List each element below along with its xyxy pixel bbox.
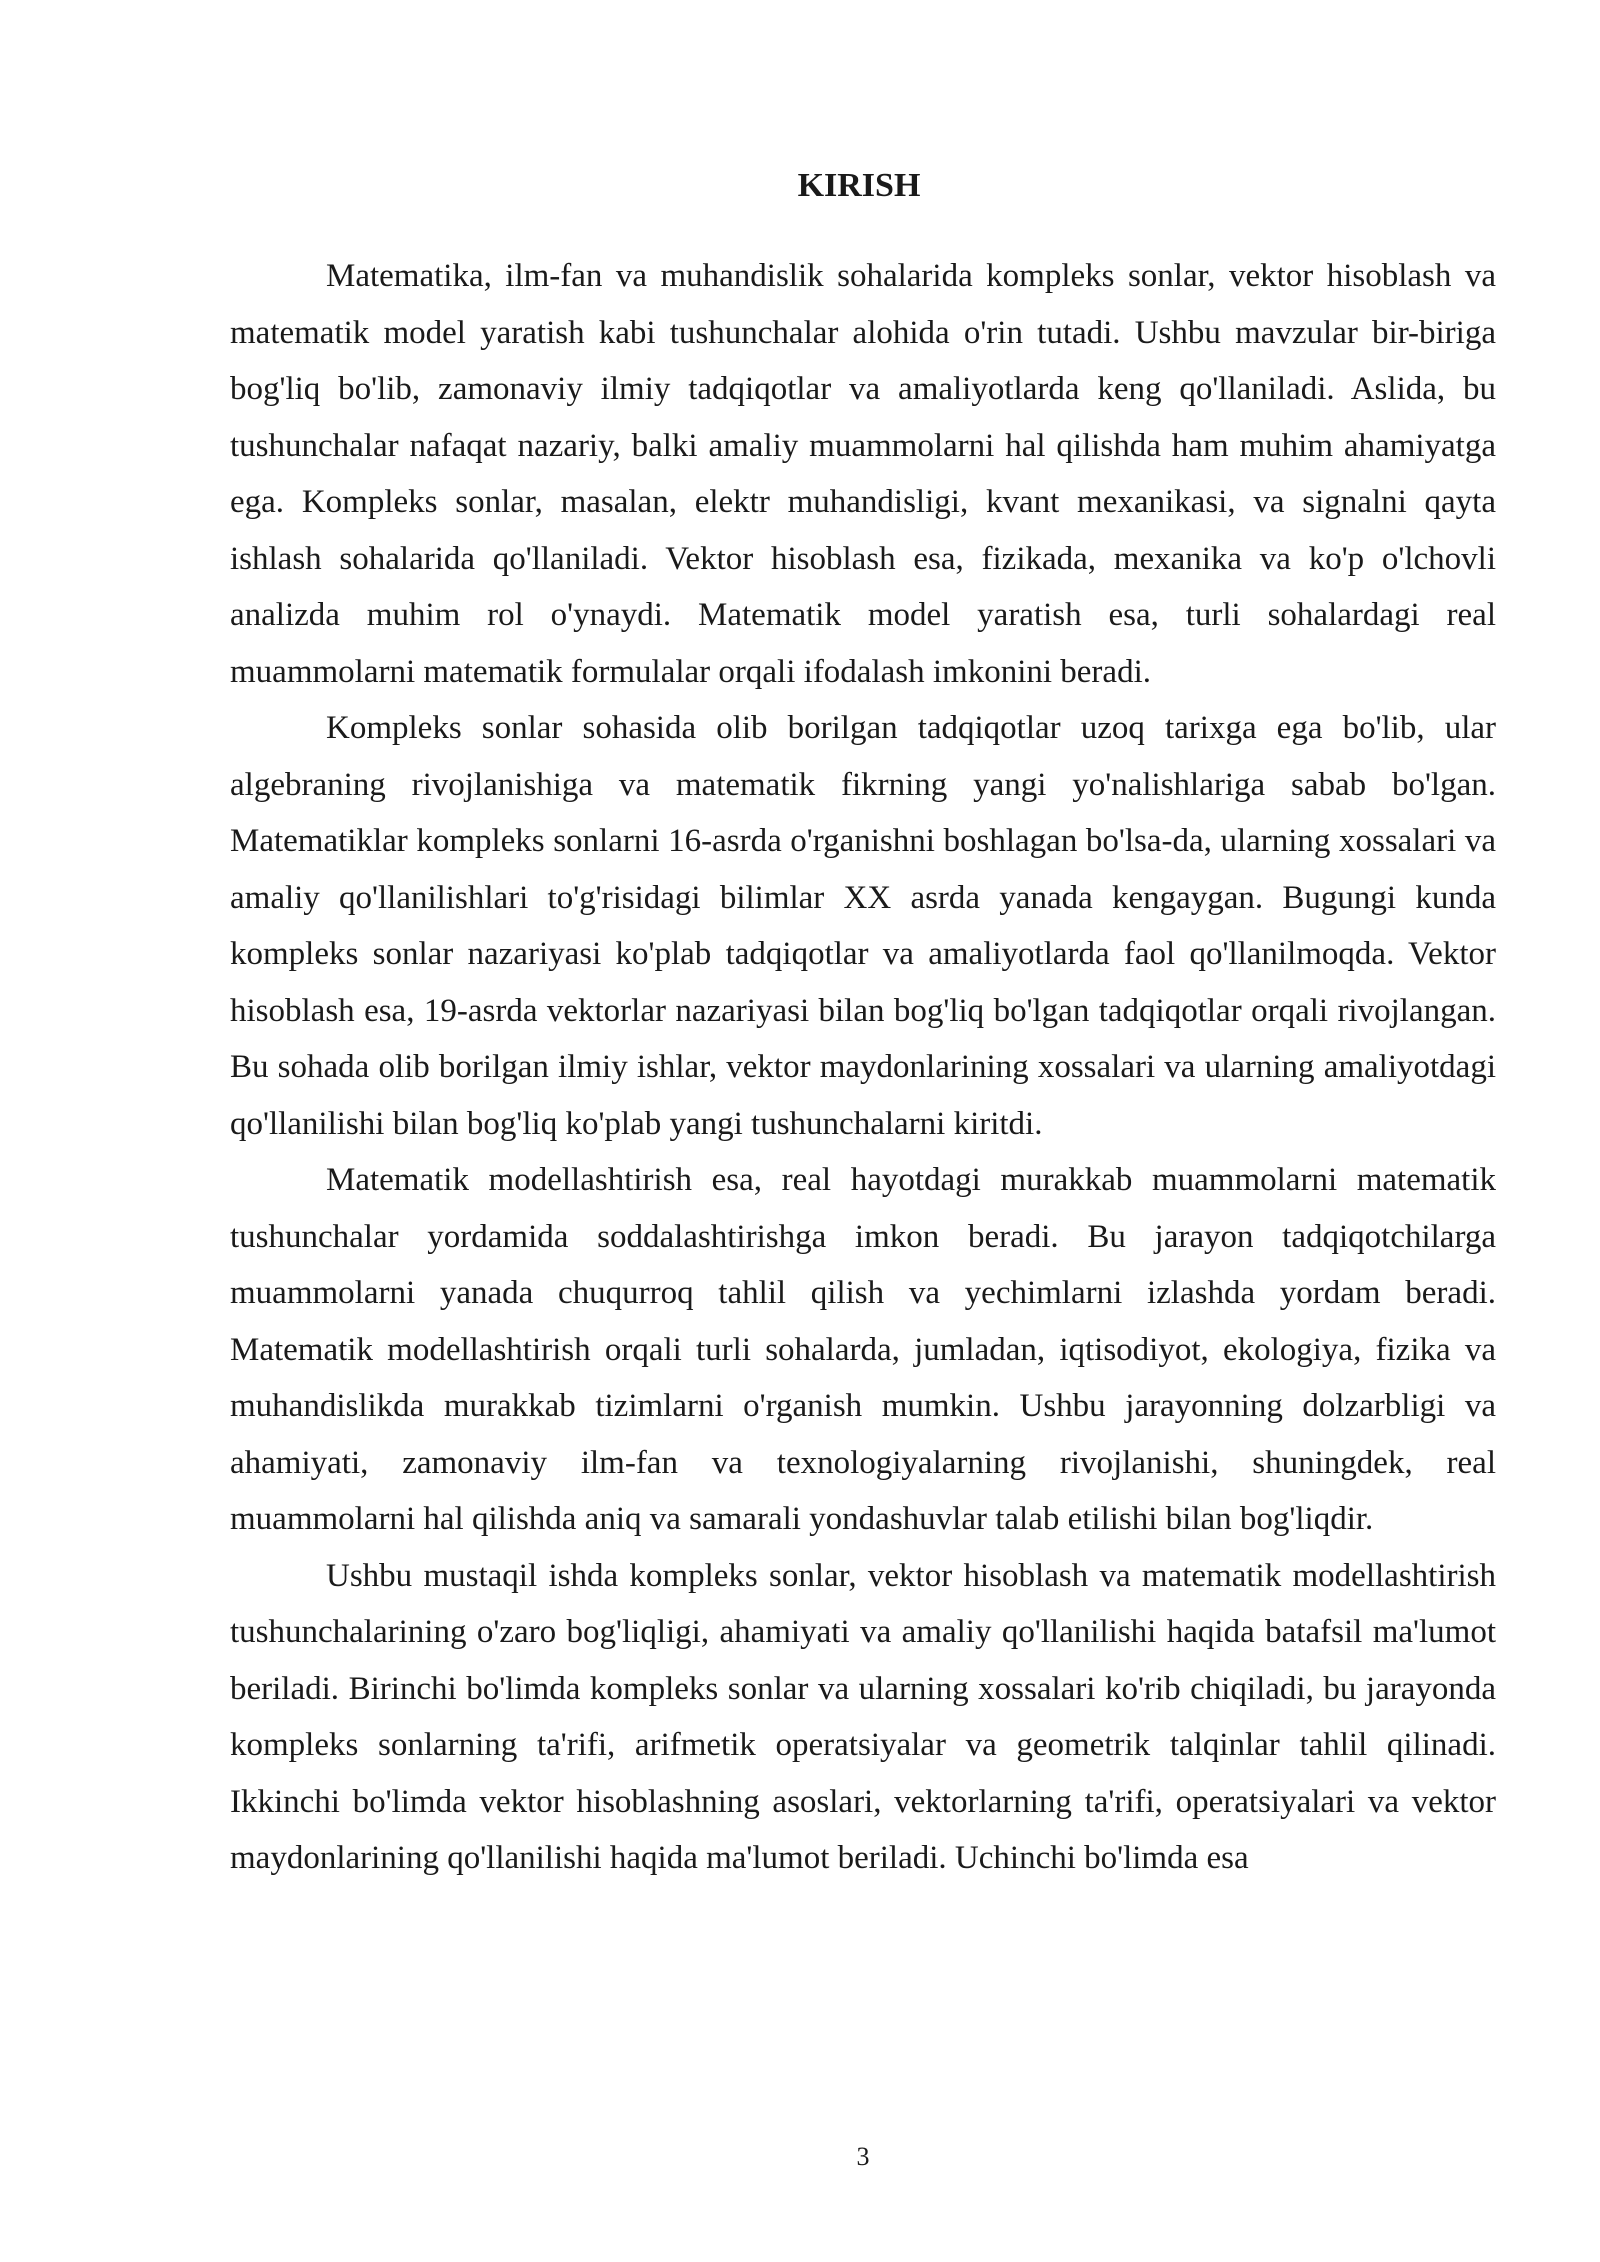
paragraph: Matematika, ilm-fan va muhandislik sohalarida kompleks sonlar, vektor hisoblash va matematik model yaratish kabi tushunchalar alohida o'rin tutadi. Ushbu mavzular bir-biriga bog'liq bo'lib, zamonaviy ilmiy tadqiqotlar va amaliyotlarda keng qo'llaniladi. Aslida, bu tushunchalar nafaqat nazariy, balki amaliy muammolarni hal qilishda ham muhim ahamiyatga ega. Kompleks sonlar, masalan, elektr muhandisligi, kvant mexanikasi, va signalni qayta ishlash sohalarida qo'llaniladi. Vektor hisoblash esa, fizikada, mexanika va ko'p o'lchovli analizda muhim rol o'ynaydi. Matematik model yaratish esa, turli sohalardagi real muammolarni matematik formulalar orqali ifodalash imkonini beradi. — [230, 258, 1496, 690]
page-number: 3 — [856, 2142, 870, 2171]
section-title: KIRISH — [797, 167, 921, 204]
body-text — [230, 248, 1496, 1887]
paragraph: Kompleks sonlar sohasida olib borilgan tadqiqotlar uzoq tarixga ega bo'lib, ular algebraning rivojlanishiga va matematik fikrning yangi yo'nalishlariga sabab bo'lgan. Matematiklar kompleks sonlarni 16-asrda o'rganishni boshlagan bo'lsa-da, ularning xossalari va amaliy qo'llanilishlari to'g'risidagi bilimlar XX asrda yanada kengaygan. Bugungi kunda kompleks sonlar nazariyasi ko'plab tadqiqotlar va amaliyotlarda faol qo'llanilmoqda. Vektor hisoblash esa, 19-asrda vektorlar nazariyasi bilan bog'liq bo'lgan tadqiqotlar orqali rivojlangan. Bu sohada olib borilgan ilmiy ishlar, vektor maydonlarining xossalari va ularning amaliyotdagi qo'llanilishi bilan bog'liq ko'plab yangi tushunchalarni kiritdi. — [230, 710, 1496, 1142]
paragraph: Matematik modellashtirish esa, real hayotdagi murakkab muammolarni matematik tushunchalar yordamida soddalashtirishga imkon beradi. Bu jarayon tadqiqotchilarga muammolarni yanada chuqurroq tahlil qilish va yechimlarni izlashda yordam beradi. Matematik modellashtirish orqali turli sohalarda, jumladan, iqtisodiyot, ekologiya, fizika va muhandislikda murakkab tizimlarni o'rganish mumkin. Ushbu jarayonning dolzarbligi va ahamiyati, zamonaviy ilm-fan va texnologiyalarning rivojlanishi, shuningdek, real muammolarni hal qilishda aniq va samarali yondashuvlar talab etilishi bilan bog'liqdir. — [230, 1162, 1496, 1537]
paragraph: Ushbu mustaqil ishda kompleks sonlar, vektor hisoblash va matematik modellashtirish tushunchalarining o'zaro bog'liqligi, ahamiyati va amaliy qo'llanilishi haqida batafsil ma'lumot beriladi. Birinchi bo'limda kompleks sonlar va ularning xossalari ko'rib chiqiladi, bu jarayonda kompleks sonlarning ta'rifi, arifmetik operatsiyalar va geometrik talqinlar tahlil qilinadi. Ikkinchi bo'limda vektor hisoblashning asoslari, vektorlarning ta'rifi, operatsiyalari va vektor maydonlarining qo'llanilishi haqida ma'lumot beriladi. Uchinchi bo'limda esa — [230, 1557, 1496, 1876]
